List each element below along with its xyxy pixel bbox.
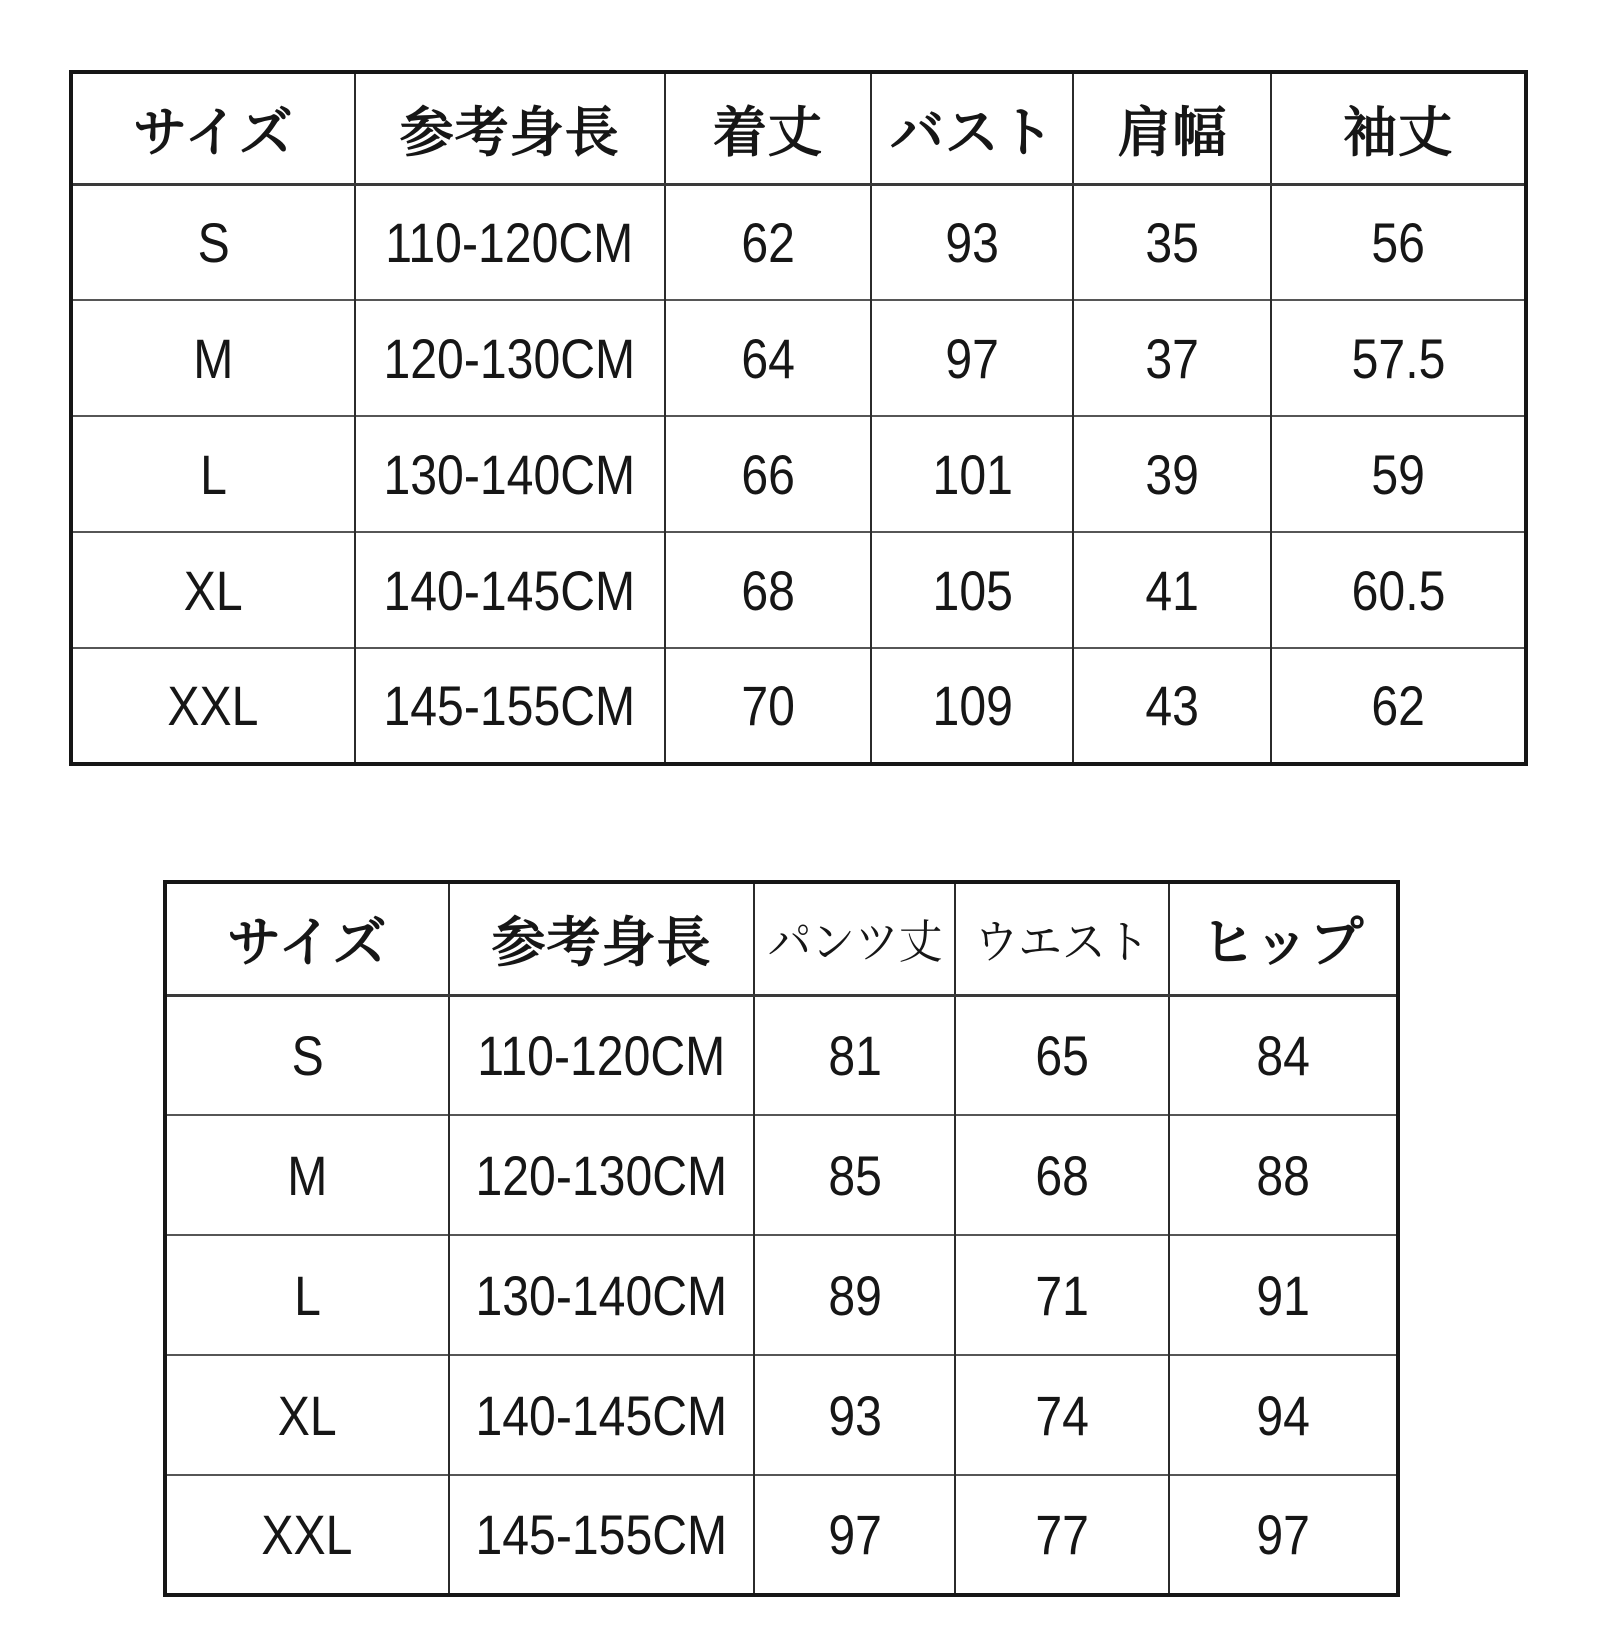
cell-value: 140-145CM [475, 1383, 728, 1447]
size-label-cell [71, 532, 355, 648]
cell-value: XL [183, 558, 243, 622]
column-header-label: ウエスト [974, 915, 1150, 968]
table-row [165, 1235, 1398, 1355]
column-header-label: ヒップ [1201, 913, 1365, 974]
measurement-cell [665, 416, 872, 532]
cell-value: 145-155CM [383, 674, 636, 737]
cell-value: 93 [828, 1383, 882, 1447]
measurement-cell [871, 184, 1073, 300]
measurement-cell [1271, 300, 1526, 416]
cell-value: 77 [1035, 1503, 1089, 1566]
column-header [355, 72, 665, 184]
column-header-label: サイズ [226, 913, 388, 974]
measurement-cell [754, 1115, 955, 1235]
cell-value: 81 [828, 1023, 882, 1087]
table-row [165, 1475, 1398, 1595]
cell-value: 110-120CM [477, 1023, 726, 1087]
measurement-cell [871, 648, 1073, 764]
cell-value: 37 [1145, 326, 1200, 390]
cell-value: 70 [741, 674, 795, 737]
cell-value: 59 [1371, 442, 1425, 506]
cell-value: 74 [1035, 1383, 1089, 1447]
cell-value: 93 [945, 210, 1000, 274]
cell-value: 91 [1256, 1263, 1310, 1327]
cell-value: 120-130CM [475, 1143, 728, 1207]
column-header-label: サイズ [133, 102, 294, 163]
measurement-cell [449, 1235, 755, 1355]
cell-value: 68 [1035, 1143, 1089, 1207]
measurement-cell [754, 1235, 955, 1355]
table-row [71, 532, 1526, 648]
cell-value: L [293, 1263, 321, 1327]
table-row [71, 648, 1526, 764]
cell-value: 120-130CM [383, 326, 636, 390]
cell-value: L [199, 442, 227, 506]
measurement-cell [1169, 995, 1398, 1115]
measurement-cell [355, 416, 665, 532]
column-header-label: 参考身長 [491, 913, 712, 974]
column-header [665, 72, 872, 184]
measurement-cell [871, 416, 1073, 532]
column-header-label: 参考身長 [399, 102, 620, 163]
column-header [1169, 882, 1398, 995]
cell-value: 68 [741, 558, 795, 622]
cell-value: 43 [1145, 674, 1200, 737]
measurement-cell [1073, 300, 1271, 416]
cell-value: 130-140CM [383, 442, 636, 506]
cell-value: 62 [741, 210, 795, 274]
cell-value: 97 [1256, 1503, 1310, 1566]
cell-value: 66 [741, 442, 795, 506]
measurement-cell [665, 648, 872, 764]
tops-size-table [69, 70, 1528, 766]
cell-value: 84 [1256, 1023, 1310, 1087]
size-label-cell [71, 300, 355, 416]
measurement-cell [355, 300, 665, 416]
column-header-label: バスト [889, 102, 1055, 163]
cell-value: 97 [828, 1503, 882, 1566]
table-row [165, 1355, 1398, 1475]
size-label-cell [165, 1235, 449, 1355]
cell-value: 97 [945, 326, 1000, 390]
column-header [165, 882, 449, 995]
measurement-cell [955, 1475, 1168, 1595]
table-row [165, 1115, 1398, 1235]
cell-value: 105 [932, 558, 1013, 622]
measurement-cell [1073, 532, 1271, 648]
table-row [165, 995, 1398, 1115]
table-row [71, 184, 1526, 300]
column-header-label: 袖丈 [1343, 102, 1454, 163]
cell-value: 56 [1371, 210, 1425, 274]
cell-value: 64 [741, 326, 795, 390]
measurement-cell [1169, 1115, 1398, 1235]
cell-value: 88 [1256, 1143, 1310, 1207]
measurement-cell [955, 995, 1168, 1115]
measurement-cell [871, 300, 1073, 416]
column-header [871, 72, 1073, 184]
size-label-cell [165, 995, 449, 1115]
column-header-label: 着丈 [712, 102, 823, 163]
measurement-cell [955, 1355, 1168, 1475]
cell-value: 94 [1256, 1383, 1310, 1447]
cell-value: 145-155CM [475, 1503, 728, 1566]
size-label-cell [71, 416, 355, 532]
size-label-cell [165, 1475, 449, 1595]
cell-value: 140-145CM [383, 558, 636, 622]
measurement-cell [754, 1475, 955, 1595]
cell-value: 57.5 [1351, 326, 1446, 390]
measurement-cell [355, 648, 665, 764]
cell-value: 130-140CM [475, 1263, 728, 1327]
measurement-cell [449, 1115, 755, 1235]
measurement-cell [1169, 1475, 1398, 1595]
cell-value: 62 [1371, 674, 1425, 737]
column-header [449, 882, 755, 995]
measurement-cell [355, 532, 665, 648]
measurement-cell [1073, 416, 1271, 532]
cell-value: M [287, 1143, 328, 1207]
measurement-cell [1169, 1235, 1398, 1355]
cell-value: 65 [1035, 1023, 1089, 1087]
measurement-cell [955, 1115, 1168, 1235]
header-row [71, 72, 1526, 184]
cell-value: 60.5 [1351, 558, 1446, 622]
measurement-cell [1073, 184, 1271, 300]
measurement-cell [665, 184, 872, 300]
size-label-cell [165, 1115, 449, 1235]
cell-value: XL [277, 1383, 337, 1447]
cell-value: XXL [261, 1503, 353, 1566]
column-header [955, 882, 1168, 995]
cell-value: 109 [932, 674, 1013, 737]
measurement-cell [355, 184, 665, 300]
measurement-cell [1271, 648, 1526, 764]
cell-value: M [193, 326, 234, 390]
cell-value: S [197, 210, 230, 274]
cell-value: 39 [1145, 442, 1200, 506]
cell-value: 89 [828, 1263, 882, 1327]
measurement-cell [449, 995, 755, 1115]
column-header [1073, 72, 1271, 184]
column-header-label: パンツ丈 [767, 915, 943, 968]
size-label-cell [165, 1355, 449, 1475]
measurement-cell [665, 532, 872, 648]
cell-value: S [291, 1023, 324, 1087]
cell-value: 71 [1035, 1263, 1089, 1327]
table-row [71, 416, 1526, 532]
header-row [165, 882, 1398, 995]
cell-value: 101 [932, 442, 1013, 506]
measurement-cell [1271, 416, 1526, 532]
measurement-cell [1073, 648, 1271, 764]
measurement-cell [1169, 1355, 1398, 1475]
cell-value: 85 [828, 1143, 882, 1207]
column-header [1271, 72, 1526, 184]
measurement-cell [871, 532, 1073, 648]
pants-size-table [163, 880, 1400, 1597]
table-row [71, 300, 1526, 416]
column-header-label: 肩幅 [1117, 102, 1228, 163]
measurement-cell [665, 300, 872, 416]
measurement-cell [449, 1355, 755, 1475]
cell-value: 110-120CM [385, 210, 634, 274]
measurement-cell [754, 1355, 955, 1475]
cell-value: XXL [167, 674, 259, 737]
measurement-cell [754, 995, 955, 1115]
measurement-cell [955, 1235, 1168, 1355]
cell-value: 41 [1145, 558, 1200, 622]
size-label-cell [71, 184, 355, 300]
column-header [71, 72, 355, 184]
measurement-cell [449, 1475, 755, 1595]
measurement-cell [1271, 184, 1526, 300]
column-header [754, 882, 955, 995]
measurement-cell [1271, 532, 1526, 648]
cell-value: 35 [1145, 210, 1200, 274]
size-label-cell [71, 648, 355, 764]
